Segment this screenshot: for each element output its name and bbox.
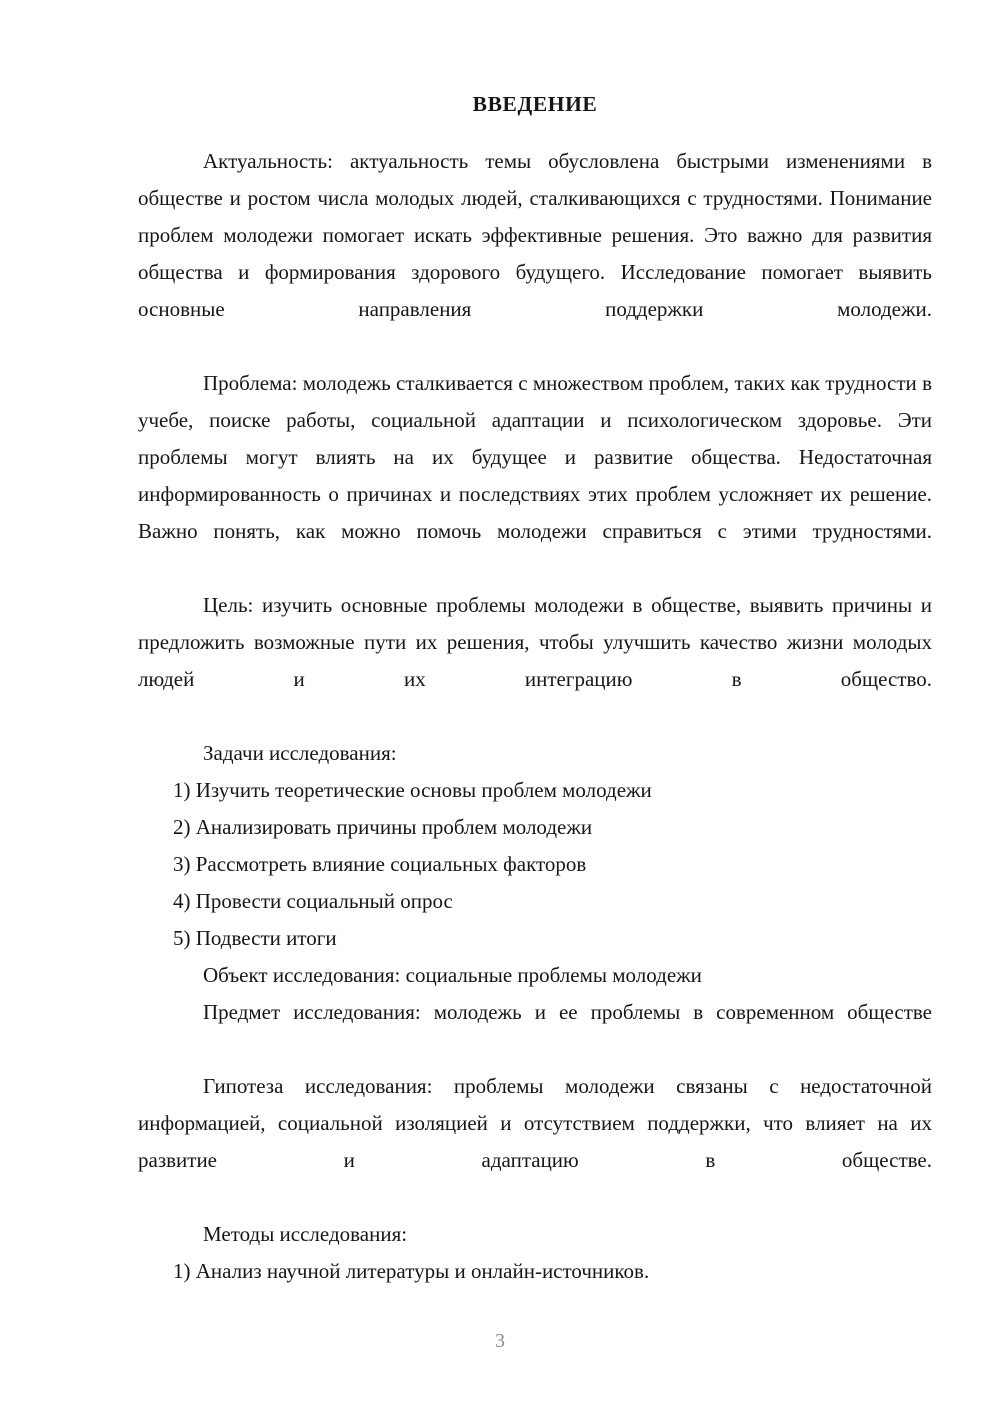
- list-item: 4) Провести социальный опрос: [173, 889, 453, 913]
- methods-list: [138, 1253, 932, 1290]
- paragraph-hypothesis: Гипотеза исследования: проблемы молодежи связаны с недостаточной информацией, социальной изоляцией и отсутствием поддержки, что влияет на их развитие и адаптацию в обществе.: [138, 1074, 932, 1172]
- tasks-label: Задачи исследования:: [203, 741, 397, 765]
- list-item: 1) Изучить теоретические основы проблем молодежи: [173, 778, 652, 802]
- page-number: 3: [495, 1330, 505, 1352]
- paragraph-object: Объект исследования: социальные проблемы молодежи: [203, 963, 702, 987]
- list-item: 3) Рассмотреть влияние социальных факторов: [173, 852, 587, 876]
- list-item: 5) Подвести итоги: [173, 926, 337, 950]
- page-title: ВВЕДЕНИЕ: [472, 92, 598, 116]
- paragraph-relevance: Актуальность: актуальность темы обусловлена быстрыми изменениями в обществе и ростом числа молодых людей, сталкивающихся с трудностями. Понимание проблем молодежи помогает искать эффективные решения. Это важно для развития общества и формирования здорового будущего. Исследование помогает выявить основные направления поддержки молодежи.: [138, 149, 932, 321]
- list-item: 1) Анализ научной литературы и онлайн-источников.: [173, 1259, 650, 1283]
- paragraph-goal: Цель: изучить основные проблемы молодежи в обществе, выявить причины и предложить возможные пути их решения, чтобы улучшить качество жизни молодых людей и их интеграцию в общество.: [138, 593, 932, 691]
- methods-label: Методы исследования:: [203, 1222, 408, 1246]
- tasks-list: [138, 772, 932, 957]
- paragraph-subject: Предмет исследования: молодежь и ее проблемы в современном обществе: [203, 1000, 932, 1024]
- document-body: [138, 86, 932, 1290]
- paragraph-problem: Проблема: молодежь сталкивается с множеством проблем, таких как трудности в учебе, поиске работы, социальной адаптации и психологическом здоровье. Эти проблемы могут влиять на их будущее и развитие общества. Недостаточная информированность о причинах и последствиях этих проблем усложняет их решение. Важно понять, как можно помочь молодежи справиться с этими трудностями.: [138, 371, 932, 543]
- list-item: 2) Анализировать причины проблем молодежи: [173, 815, 593, 839]
